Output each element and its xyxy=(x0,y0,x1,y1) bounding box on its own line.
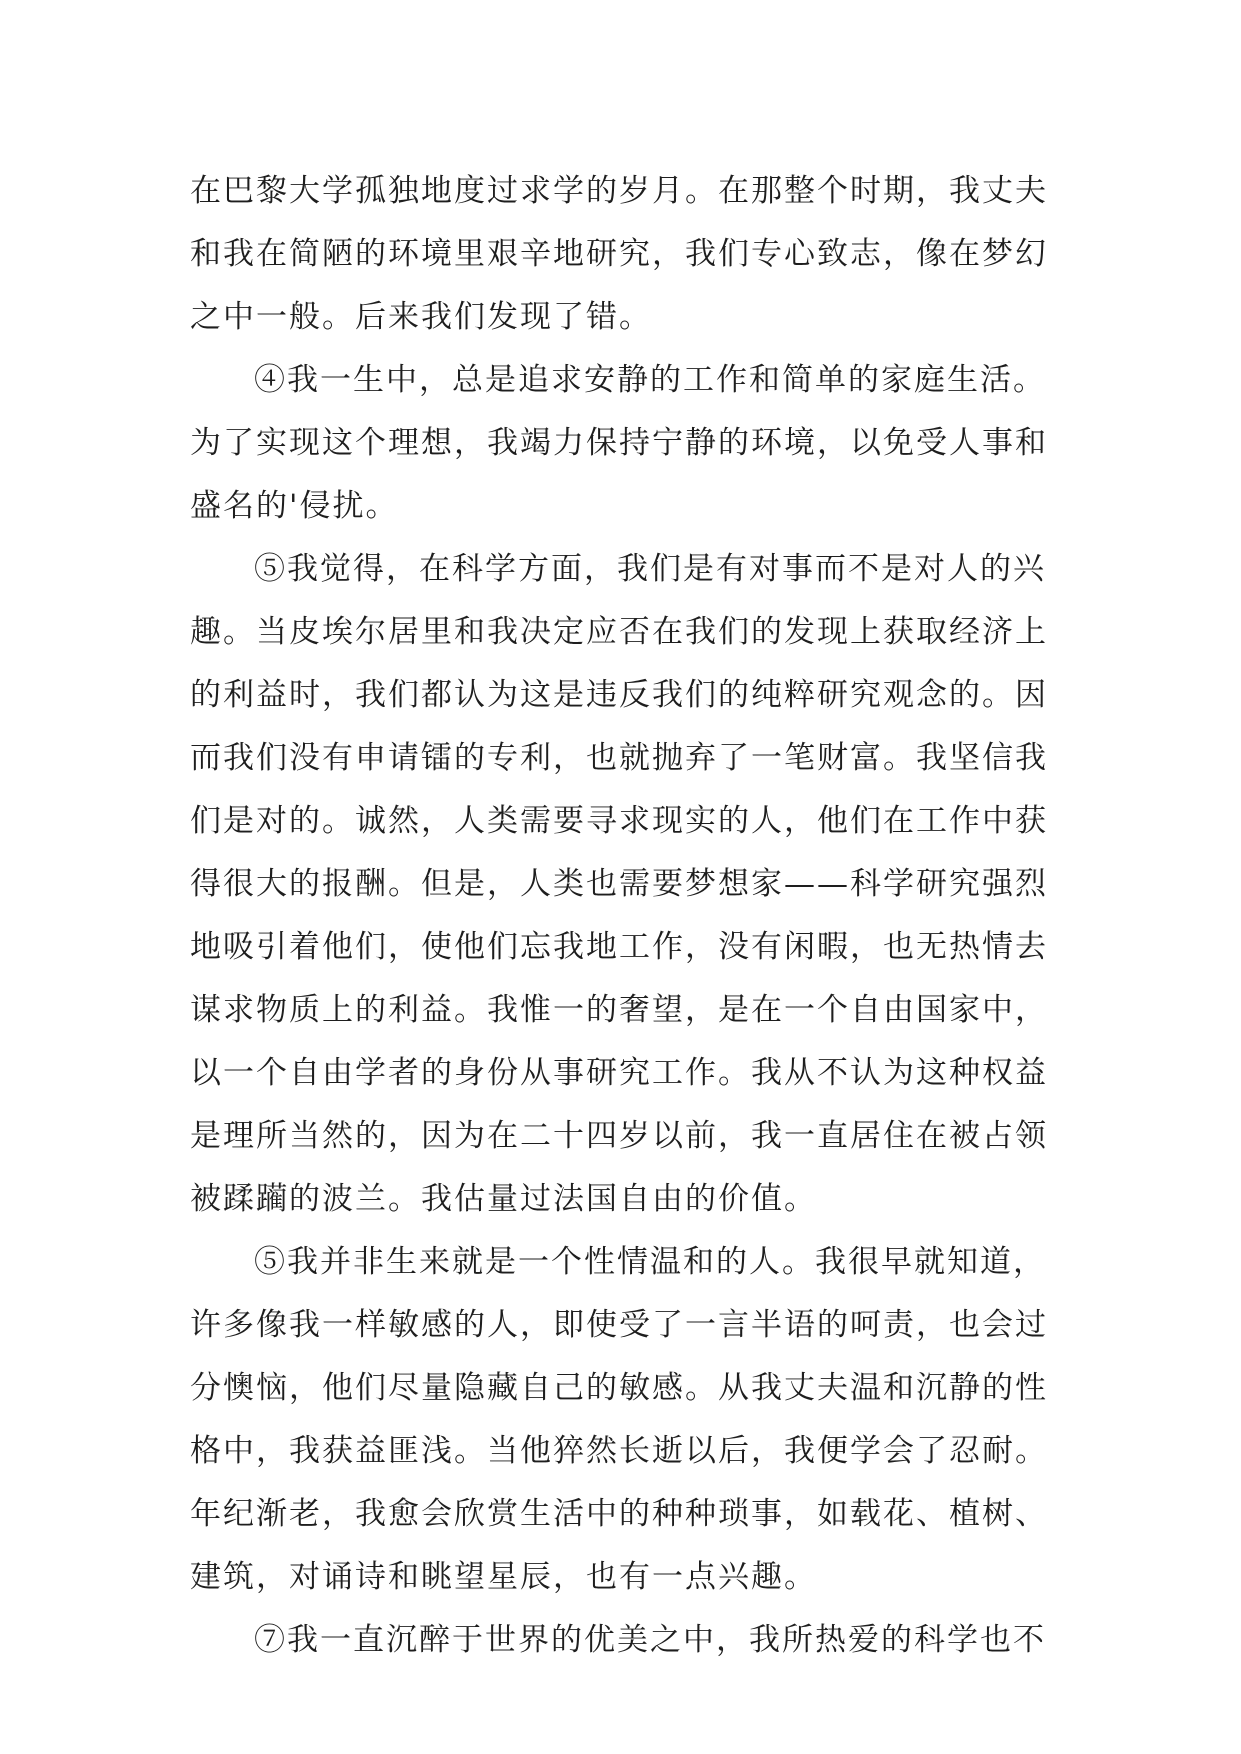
text-line: 和我在简陋的环境里艰辛地研究，我们专心致志，像在梦幻 xyxy=(190,236,1048,272)
text-line: 格中，我获益匪浅。当他猝然长逝以后，我便学会了忍耐。 xyxy=(190,1433,1048,1469)
text-line: 年纪渐老，我愈会欣赏生活中的种种琐事，如载花、植树、 xyxy=(190,1496,1048,1532)
document-body xyxy=(190,160,1070,1672)
paragraph-start-line: ⑦我一直沉醉于世界的优美之中，我所热爱的科学也不 xyxy=(254,1622,1046,1658)
text-line: 被蹂躏的波兰。我估量过法国自由的价值。 xyxy=(190,1181,817,1217)
text-line: 趣。当皮埃尔居里和我决定应否在我们的发现上获取经济上 xyxy=(190,614,1048,650)
text-line: 分懊恼，他们尽量隐藏自己的敏感。从我丈夫温和沉静的性 xyxy=(190,1370,1048,1406)
text-line: 之中一般。后来我们发现了错。 xyxy=(190,299,652,335)
text-line: 们是对的。诚然，人类需要寻求现实的人，他们在工作中获 xyxy=(190,803,1048,839)
text-line: 建筑，对诵诗和眺望星辰，也有一点兴趣。 xyxy=(190,1559,817,1595)
text-line: 地吸引着他们，使他们忘我地工作，没有闲暇，也无热情去 xyxy=(190,929,1048,965)
text-line: 是理所当然的，因为在二十四岁以前，我一直居住在被占领 xyxy=(190,1118,1048,1154)
text-line: 谋求物质上的利益。我惟一的奢望，是在一个自由国家中， xyxy=(190,992,1048,1028)
paragraph-start-line: ⑤我并非生来就是一个性情温和的人。我很早就知道， xyxy=(254,1244,1046,1280)
text-line: 得很大的报酬。但是，人类也需要梦想家——科学研究强烈 xyxy=(190,866,1048,902)
paragraph-start-line: ④我一生中，总是追求安静的工作和简单的家庭生活。 xyxy=(254,362,1046,398)
text-line: 在巴黎大学孤独地度过求学的岁月。在那整个时期，我丈夫 xyxy=(190,173,1048,209)
text-line: 许多像我一样敏感的人，即使受了一言半语的呵责，也会过 xyxy=(190,1307,1048,1343)
text-line: 为了实现这个理想，我竭力保持宁静的环境，以免受人事和 xyxy=(190,425,1048,461)
paragraph-start-line: ⑤我觉得，在科学方面，我们是有对事而不是对人的兴 xyxy=(254,551,1046,587)
text-line: 盛名的'侵扰。 xyxy=(190,488,399,524)
text-line: 以一个自由学者的身份从事研究工作。我从不认为这种权益 xyxy=(190,1055,1048,1091)
text-line: 而我们没有申请镭的专利，也就抛弃了一笔财富。我坚信我 xyxy=(190,740,1048,776)
text-line: 的利益时，我们都认为这是违反我们的纯粹研究观念的。因 xyxy=(190,677,1048,713)
